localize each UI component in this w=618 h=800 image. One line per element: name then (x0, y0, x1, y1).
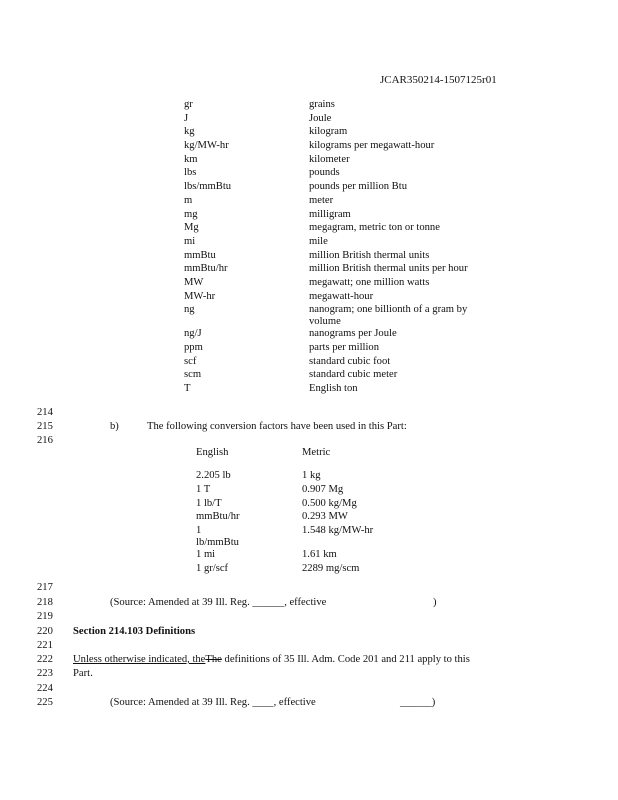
abbr-row (184, 236, 524, 250)
line-number: 217 (37, 582, 53, 593)
line-number: 215 (37, 421, 53, 432)
english-value: 2.205 lb (196, 470, 231, 481)
abbr-row (184, 277, 524, 291)
source-close: ) (433, 597, 437, 608)
abbr-meaning: pounds per million Btu (309, 181, 407, 193)
abbr-key: kg/MW-hr (184, 140, 229, 152)
source-close: ______) (400, 697, 436, 708)
conversion-row (196, 484, 436, 498)
abbr-meaning-cont: volume (309, 316, 341, 328)
section-body-cont: Part. (73, 668, 93, 679)
source-prefix: (Source: Amended at 39 Ill. Reg. (110, 597, 253, 608)
line-number: 216 (37, 435, 53, 446)
abbr-key: m (184, 194, 193, 206)
english-value (196, 525, 302, 549)
subsection-label: b) (110, 421, 119, 432)
body-text: definitions of 35 Ill. Adm. Code 201 and 211 apply to this (221, 654, 470, 665)
abbr-meaning: pounds (309, 167, 340, 179)
metric-value: 0.907 Mg (302, 483, 344, 495)
line-number: 221 (37, 640, 53, 651)
section-body (73, 654, 470, 666)
abbr-row (184, 342, 524, 356)
abbr-row (184, 195, 524, 209)
line-number: 224 (37, 683, 53, 694)
abbr-meaning (309, 304, 519, 328)
conversion-row (196, 511, 436, 525)
conversion-header (196, 447, 436, 470)
deleted-text: The (205, 654, 222, 665)
abbr-row (184, 263, 524, 277)
conversion-row (196, 470, 436, 484)
conversion-row (196, 498, 436, 512)
abbr-row (184, 356, 524, 370)
abbr-row (184, 113, 524, 127)
abbr-key: T (184, 383, 191, 395)
abbr-key: kg (184, 126, 195, 138)
abbr-row (184, 167, 524, 181)
subsection-text: The following conversion factors have been used in this Part: (147, 421, 407, 432)
abbr-key: ng (184, 304, 195, 316)
abbr-key: lbs/mmBtu (184, 181, 232, 193)
metric-value: 0.500 kg/Mg (302, 497, 357, 509)
source-note (110, 597, 326, 609)
abbr-row (184, 126, 524, 140)
source-note (110, 697, 316, 709)
english-value: 1 T (196, 483, 211, 495)
english-value: 1 mi (196, 549, 216, 561)
abbr-key: Mg (184, 222, 199, 234)
line-number: 225 (37, 697, 53, 708)
abbr-row (184, 181, 524, 195)
english-value: 1 gr/scf (196, 562, 229, 574)
abbr-row (184, 209, 524, 223)
abbr-meaning: standard cubic meter (309, 369, 398, 381)
abbr-key: gr (184, 99, 193, 110)
abbr-key: lbs (184, 167, 197, 179)
abbr-key: J (184, 112, 189, 124)
metric-value: 1 kg (302, 470, 321, 481)
abbr-row (184, 304, 524, 328)
abbr-key: km (184, 153, 198, 165)
abbr-meaning: meter (309, 194, 334, 206)
source-suffix: , effective (284, 597, 327, 608)
abbr-meaning: English ton (309, 383, 358, 395)
abbr-key: ng/J (184, 328, 202, 340)
english-value: mmBtu/hr (196, 511, 240, 523)
abbr-row (184, 369, 524, 383)
col-english-header: English (196, 447, 229, 458)
abbr-meaning: million British thermal units (309, 249, 430, 261)
abbr-key: mmBtu/hr (184, 263, 228, 275)
conversion-row (196, 563, 436, 577)
abbr-row (184, 99, 524, 113)
metric-value: 0.293 MW (302, 511, 348, 523)
english-value-cont: lb/mmBtu (196, 537, 239, 549)
abbr-key: ppm (184, 342, 203, 353)
abbr-row (184, 250, 524, 264)
abbr-key: MW (184, 276, 204, 288)
line-number: 223 (37, 668, 53, 679)
abbr-row (184, 328, 524, 342)
conversion-row (196, 525, 436, 549)
section-heading: Section 214.103 Definitions (73, 626, 196, 637)
abbr-row (184, 154, 524, 168)
abbr-meaning-line: nanogram; one billionth of a gram by (309, 304, 468, 316)
source-prefix: (Source: Amended at 39 Ill. Reg. (110, 697, 253, 708)
metric-value: 1.61 km (302, 549, 337, 561)
document-id: JCAR350214-1507125r01 (380, 74, 497, 86)
abbr-row (184, 383, 524, 397)
abbr-key: mi (184, 235, 196, 247)
abbr-meaning: milligram (309, 208, 351, 220)
abbr-meaning: kilogram (309, 126, 348, 138)
abbr-key: MW-hr (184, 290, 216, 302)
abbr-meaning: mile (309, 235, 328, 247)
source-blank: ______ (252, 597, 285, 608)
conversion-row (196, 549, 436, 563)
source-blank: ____ (252, 697, 274, 708)
abbr-key: mmBtu (184, 249, 216, 261)
english-value-line: 1 (196, 525, 202, 537)
abbr-meaning: megawatt-hour (309, 290, 374, 302)
abbr-row (184, 140, 524, 154)
abbr-meaning: megagram, metric ton or tonne (309, 222, 440, 234)
abbr-key: mg (184, 208, 198, 220)
abbr-meaning: standard cubic foot (309, 355, 391, 367)
metric-value: 1.548 kg/MW-hr (302, 525, 374, 537)
abbr-row (184, 222, 524, 236)
line-number: 222 (37, 654, 53, 665)
metric-value: 2289 mg/scm (302, 562, 360, 574)
english-value: 1 lb/T (196, 497, 222, 509)
abbr-meaning: kilograms per megawatt-hour (309, 140, 435, 152)
col-metric-header: Metric (302, 447, 331, 458)
abbr-meaning: nanograms per Joule (309, 328, 397, 340)
abbr-row (184, 291, 524, 305)
source-suffix: , effective (273, 697, 316, 708)
abbr-meaning: parts per million (309, 342, 380, 353)
abbr-key: scm (184, 369, 202, 381)
abbreviations-table (184, 99, 524, 397)
line-number: 219 (37, 611, 53, 622)
inserted-text: Unless otherwise indicated, the (73, 654, 206, 665)
abbr-meaning: megawatt; one million watts (309, 276, 430, 288)
line-number: 214 (37, 407, 53, 418)
abbr-meaning: kilometer (309, 153, 350, 165)
abbr-meaning: grains (309, 99, 335, 110)
abbr-key: scf (184, 355, 197, 367)
abbr-meaning: Joule (309, 112, 332, 124)
abbr-meaning: million British thermal units per hour (309, 263, 468, 275)
line-number: 220 (37, 626, 53, 637)
line-number: 218 (37, 597, 53, 608)
conversion-table (196, 447, 436, 577)
